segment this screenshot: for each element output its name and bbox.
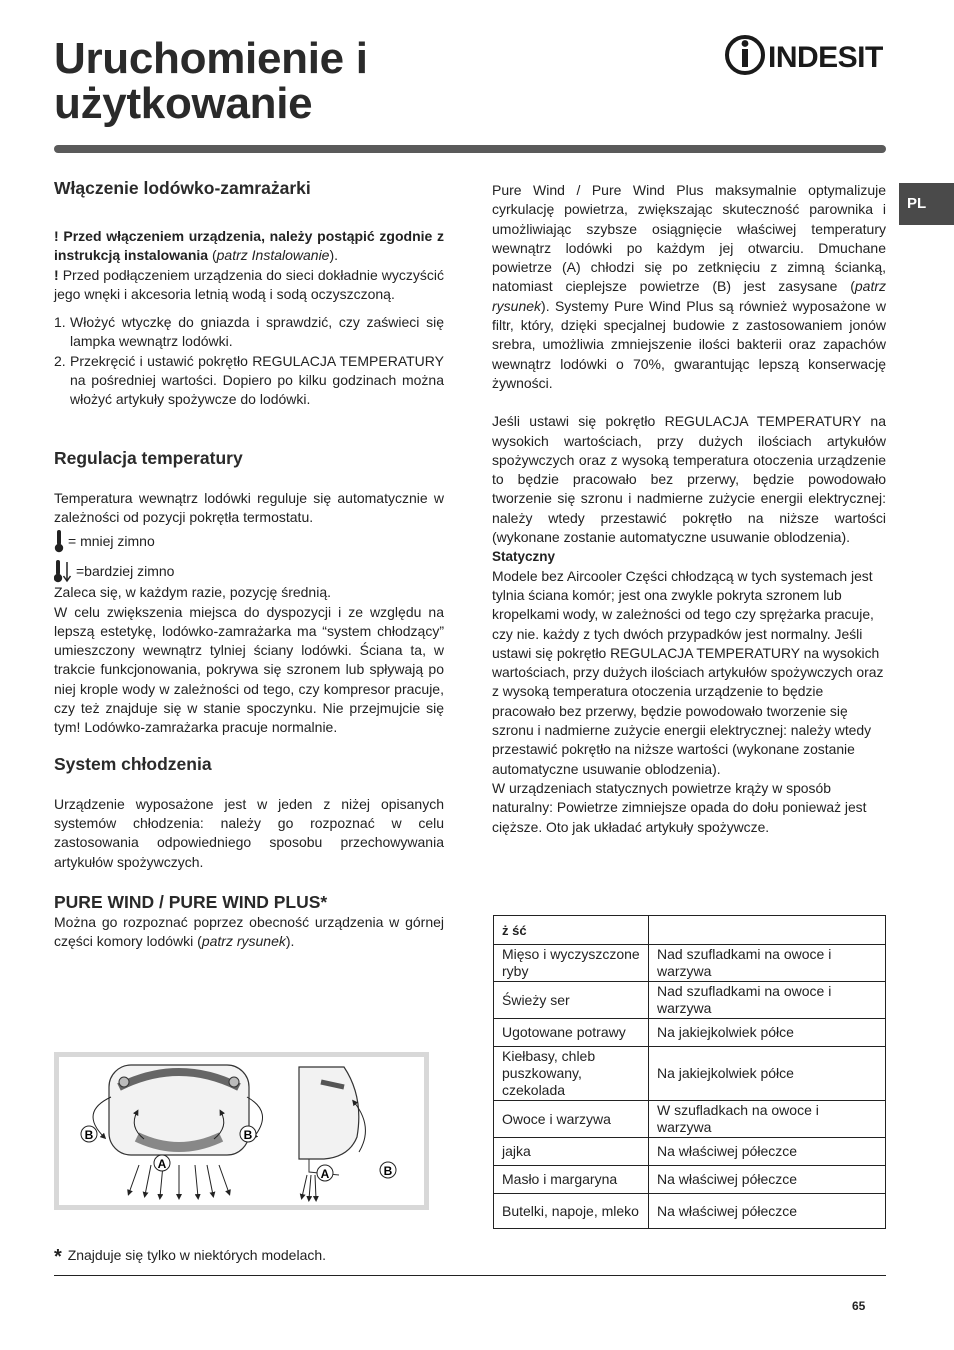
section-heading-pure-wind: PURE WIND / PURE WIND PLUS* [54,891,328,912]
step-text: Włożyć wtyczkę do gniazda i sprawdzić, czy zaświeci się lampka wewnątrz lodówki. [70,314,444,350]
table-cell: Na właściwej półeczce [649,1166,886,1194]
footer-rule [54,1275,886,1276]
table-row [494,1194,886,1229]
table-header-cell: ż ść [494,916,649,945]
pure-wind-description-a: Pure Wind / Pure Wind Plus maksymalnie optymalizuje cyrkulację powietrza, zwiększając skuteczność parownika i umożliwiając szybsze osiągnięcie właściwej temperatury wewnątrz lodówki po każdym jej otwarciu. Dmuchane powietrze (A) chłodzi się po zetknięciu z zimną ścianką, natomiast cieplejsze powietrze (B) jest zasysane ( [492,182,886,295]
left-column [54,178,444,951]
less-cold-text: = mniej zimno [68,532,155,549]
table-cell: Butelki, napoje, mleko [494,1194,649,1229]
food-storage-table [493,915,886,1229]
more-cold-text: =bardziej zimno [76,562,175,579]
table-row [494,1138,886,1166]
warning-mark: ! [54,266,59,283]
table-header-cell [649,916,886,945]
pure-wind-text [54,913,444,952]
warning-cleaning-text: Przed podłączeniem urządzenia do sieci dokładnie wyczyścić jego wnęki i akcesoria letnią wodą i sodą oczyszczoną. [54,266,445,302]
section-heading-temperature: Regulacja temperatury [54,447,243,468]
table-cell: Na jakiejkolwiek półce [649,1019,886,1047]
pure-wind-figure [54,1052,429,1210]
table-cell: Świeży ser [494,982,649,1019]
header-rule [54,145,886,153]
section-heading-cooling-system: System chłodzenia [54,753,212,774]
less-cold-legend [54,529,444,553]
page-title-line-2: użytkowanie [54,79,313,128]
airflow-diagram [59,1057,424,1205]
label-a: A [320,1167,330,1181]
table-cell: Nad szufladkami na owoce i warzywa [649,945,886,982]
table-row [494,1047,886,1101]
table-cell: Masło i margaryna [494,1166,649,1194]
footnote-star: * [54,1246,62,1268]
table-cell: Na jakiejkolwiek półce [649,1047,886,1101]
table-row [494,982,886,1019]
switch-on-steps [54,313,444,409]
label-b: B [383,1164,393,1178]
temperature-intro: Temperatura wewnątrz lodówki reguluje się automatycznie w zależności od pozycji pokrętła termostatu. [54,489,444,525]
warning-installation [54,227,444,266]
static-description: Modele bez Aircooler Części chłodzącą w tych systemach jest tylnia ściana komór; jest ona zwykle pokryta szronem lub kropelkami wody, w zależności od tego czy sprężarka pracuje, czy nie. każdy z tych dwóch przypadków jest normalny. Jeśli ustawi się pokrętło REGULACJA TEMPERATURY na wysokich wartościach, przy dużych ilościach artykułów spożywczych oraz z wysoką temperatura otoczenia urządzenie to będzie pracowało bez przerwy, będzie powodowało tworzenie się szronu i nadmierne zużycie energii elektrycznej: należy wtedy przestawić pokrętło na niższe wartości (wykonane zostanie automatyczne usuwanie oblodzenia). [492,567,884,777]
table-cell: Nad szufladkami na owoce i warzywa [649,982,886,1019]
thermometer-down-icon [54,559,72,583]
warning-installation-text: Przed włączeniem urządzenia, należy postąpić zgodnie z instrukcją instalowania [54,228,445,264]
pure-wind-description-ref: patrz rysunek [492,278,886,314]
list-item [54,313,444,352]
static-storage-intro: W urządzeniach statycznych powietrze krąży w sposób naturalny: Powietrze zimniejsze opada do dołu ponieważ jest cięższe. Oto jak układać artykuły spożywcze. [492,779,867,835]
footnote [54,1246,326,1267]
thermometer-icon [54,529,64,553]
label-b: B [243,1128,253,1142]
svg-text:INDESIT: INDESIT [768,41,883,74]
table-row [494,1166,886,1194]
pure-wind-description [492,181,886,393]
cooling-system-text: Urządzenie wyposażone jest w jeden z niżej opisanych systemów chłodzenia: należy go rozpoznać w celu zastosowania odpowiedniego sposobu przechowywania artykułów spożywczych. [54,795,444,870]
pure-wind-description-b: ). Systemy Pure Wind Plus są również wyposażone w filtr, który, dzięki specjalnej budowie z zastosowaniem jonów srebra, umożliwia zmniejszenie ilości bakterii oraz zapachów wewnątrz lodówki o 70%, gwarantując lepszą konserwację żywności. [492,297,886,391]
table-row [494,1101,886,1138]
table-cell: Mięso i wyczyszczone ryby [494,945,649,982]
pure-wind-text-a: Można go rozpoznać poprzez obecność urządzenia w górnej części komory lodówki ( [54,913,444,950]
table-cell: Na właściwej półeczce [649,1194,886,1229]
recommendation-text: Zaleca się, w każdym razie, pozycję średnią. [54,584,331,601]
pure-wind-ref: patrz rysunek [201,933,286,950]
label-a: A [157,1157,167,1171]
table-row [494,1019,886,1047]
label-b: B [84,1128,94,1142]
more-cold-legend [54,559,444,583]
page-title [54,36,368,126]
list-item [54,352,444,410]
table-cell: Na właściwej półeczce [649,1138,886,1166]
right-column [492,181,886,837]
step-number: 2. [54,352,66,369]
cooling-wall-text: W celu zwiększenia miejsca do dyspozycji i ze względu na lepszą estetykę, lodówko-zamrażarka ma “system chłodzący” umieszczony wewnątrz tylniej ściany lodówki. Ściana ta, w trakcie funkcjonowania, pokrywa się szronem lub spływają po niej krople wody w zależności od tego, czy kompresor pracuje, czy też znajduje się w stanie spoczynku. Nie przejmujcie się tym! Lodówko-zamrażarka pracuje normalnie. [54,603,444,736]
table-cell: Kiełbasy, chleb puszkowany, czekolada [494,1047,649,1101]
indesit-logo [724,33,886,77]
table-cell: jajka [494,1138,649,1166]
static-heading: Statyczny [492,549,556,565]
table-row [494,945,886,982]
warning-cleaning [54,266,444,305]
table-cell: W szufladkach na owoce i warzywa [649,1101,886,1138]
pure-wind-text-b: ). [285,933,295,950]
warning-paren-open: ( [208,247,217,264]
front-view [81,1065,263,1197]
warning-installation-ref: patrz Instalowanie [216,247,330,264]
step-number: 1. [54,314,66,331]
footnote-text: Znajduje się tylko w niektórych modelach. [67,1247,327,1263]
table-cell: Owoce i warzywa [494,1101,649,1138]
warning-paren-close: ). [329,247,339,264]
section-heading-switch-on: Włączenie lodówko-zamrażarki [54,178,311,198]
step-text: Przekręcić i ustawić pokrętło REGULACJA TEMPERATURY na pośredniej wartości. Dopiero po kilku godzinach można włożyć artykuły spożywcze do lodówki. [70,352,444,408]
table-header-row [494,916,886,945]
pure-wind-warning: Jeśli ustawi się pokrętło REGULACJA TEMPERATURY na wysokich wartościach, przy dużych ilościach artykułów spożywczych oraz z wysoką temperatura otoczenia urządzenie to będzie pracowało bez przerwy, będzie powodowało tworzenie się szronu i nadmierne zużycie energii elektrycznej: należy wtedy przestawić pokrętło na niższe wartości (wykonane zostanie automatyczne usuwanie oblodzenia). [492,413,886,546]
side-view [299,1067,396,1199]
page-number: 65 [852,1299,866,1313]
page-title-line-1: Uruchomienie i [54,34,368,83]
warning-mark: ! [54,228,59,244]
table-cell: Ugotowane potrawy [494,1019,649,1047]
language-tab: PL [899,183,954,225]
